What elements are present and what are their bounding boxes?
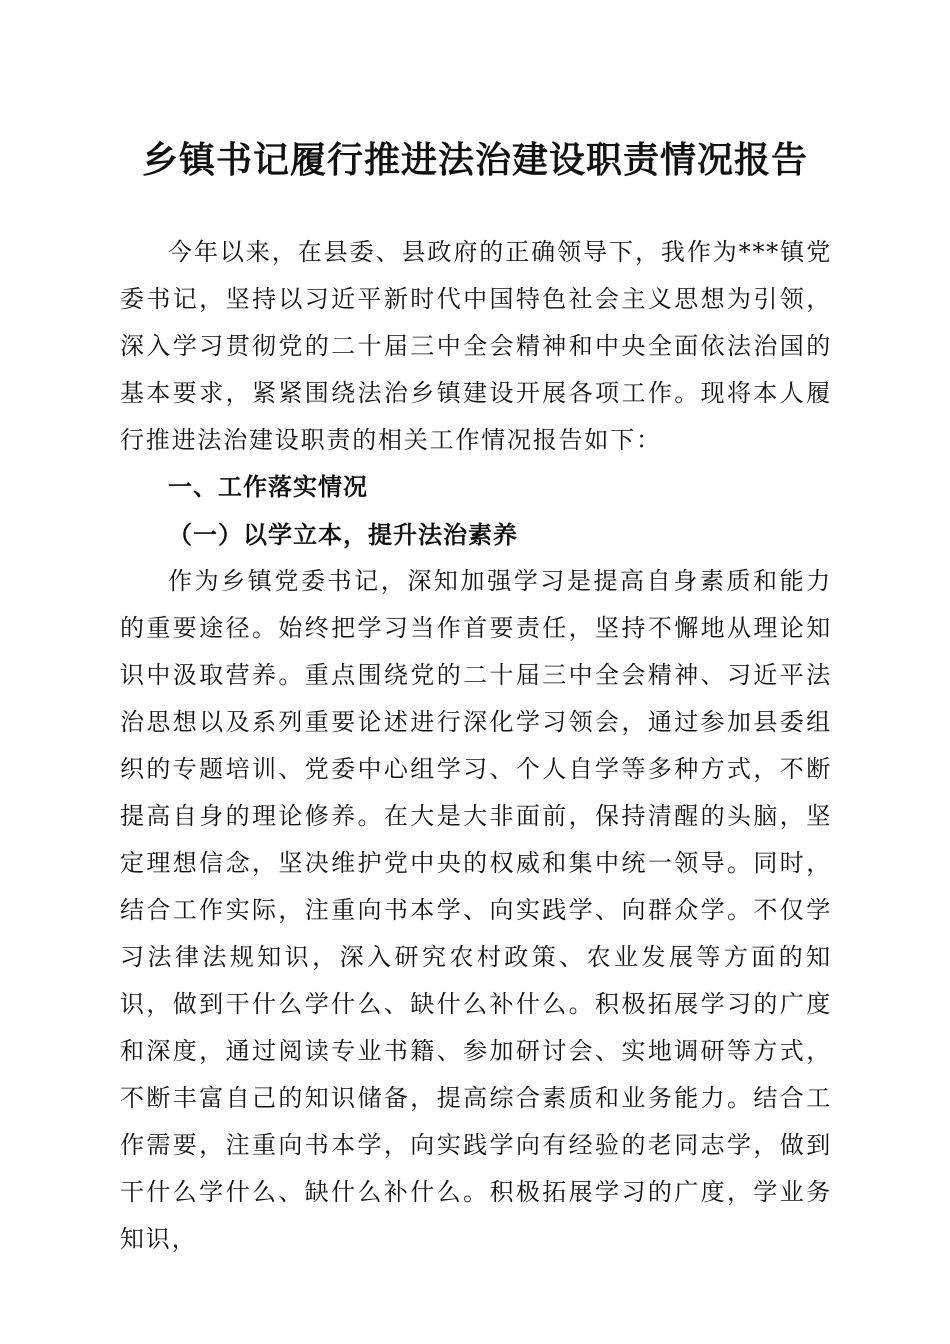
section-heading-work-implementation: 一、工作落实情况 [168,473,368,501]
study-paragraph: 作为乡镇党委书记，深知加强学习是提高自身素质和能力的重要途径。始终把学习当作首要责任，坚持不懈地从理论知识中汲取营养。重点围绕党的二十届三中全会精神、习近平法治思想以及系列重要论述进行深化学习领会，通过参加县委组织的专题培训、党委中心组学习、个人自学等多种方式，不断提高自身的理论修养。在大是大非面前，保持清醒的头脑，坚定理想信念，坚决维护党中央的权威和集中统一领导。同时，结合工作实际，注重向书本学、向实践学、向群众学。不仅学习法律法规知识，深入研究农村政策、农业发展等方面的知识，做到干什么学什么、缺什么补什么。积极拓展学习的广度和深度，通过阅读专业书籍、参加研讨会、实地调研等方式，不断丰富自己的知识储备，提高综合素质和业务能力。结合工作需要，注重向书本学，向实践学向有经验的老同志学，做到干什么学什么、缺什么补什么。积极拓展学习的广度，学业务知识， [120,567,832,1253]
intro-paragraph: 今年以来，在县委、县政府的正确领导下，我作为***镇党委书记，坚持以习近平新时代中国特色社会主义思想为引领，深入学习贯彻党的二十届三中全会精神和中央全面依法治国的基本要求，紧紧围绕法治乡镇建设开展各项工作。现将本人履行推进法治建设职责的相关工作情况报告如下： [120,238,832,454]
document-title: 乡镇书记履行推进法治建设职责情况报告 [141,139,808,181]
subsection-heading-study: （一）以学立本，提升法治素养 [168,520,518,549]
document-body [120,229,832,1263]
